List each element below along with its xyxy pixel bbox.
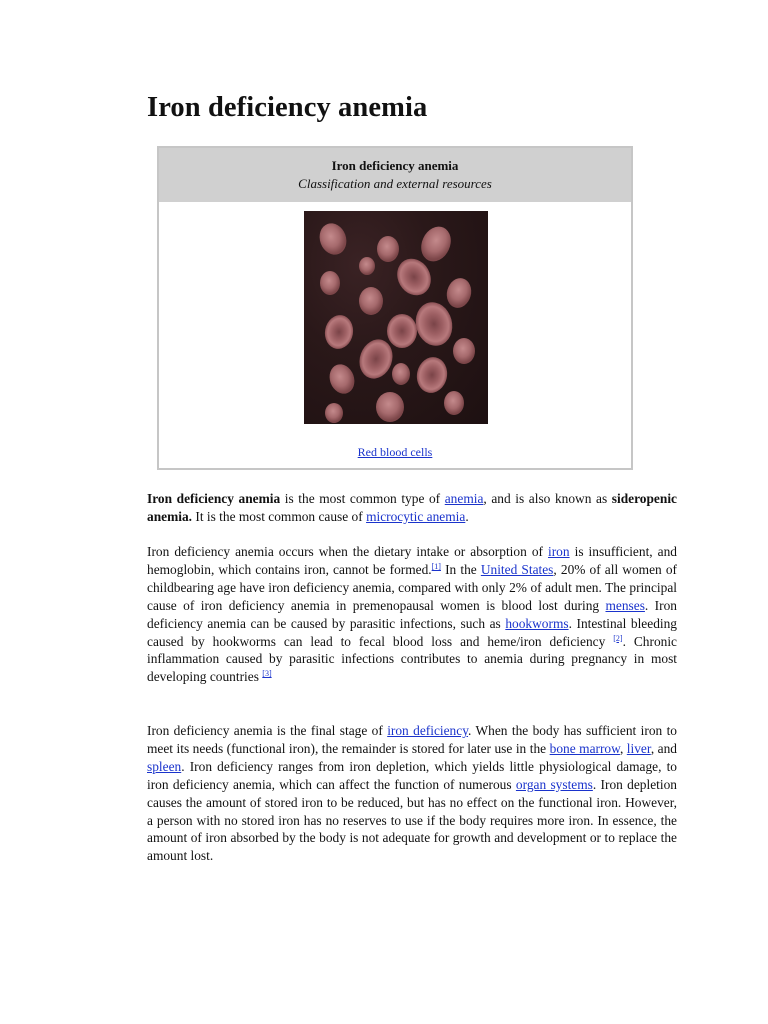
paragraph-stages bbox=[147, 722, 677, 865]
text-span: . Iron depletion causes the amount of stored iron to be reduced, but has no effect on the functional iron. However, a person with no stored iron has no reserves to use if the body requires more iron. In essence, the amount of iron absorbed by the body is not adequate for growth and development or to replace the amount lost. bbox=[147, 776, 677, 864]
reference-3[interactable]: [3] bbox=[262, 669, 272, 679]
paragraph-causes bbox=[147, 543, 677, 686]
paragraph-intro bbox=[147, 490, 677, 526]
text-span: is insufficient, and hemoglobin, which contains iron, cannot be formed. bbox=[147, 544, 677, 577]
red-blood-cells-image[interactable] bbox=[304, 211, 488, 424]
infobox-header bbox=[159, 148, 631, 202]
text-span: Iron deficiency anemia occurs when the dietary intake or absorption of bbox=[147, 544, 548, 559]
link-menses[interactable]: menses bbox=[605, 597, 645, 613]
text-span: In the bbox=[440, 561, 481, 577]
link-microcytic-anemia[interactable]: microcytic anemia bbox=[366, 508, 466, 524]
text-span: , and bbox=[650, 740, 677, 756]
text-span: . When the body has sufficient iron to meet its needs (functional iron), the remainder is stored for later use in the bbox=[147, 723, 677, 756]
text-span: . bbox=[465, 508, 469, 524]
reference-1[interactable]: [1] bbox=[431, 561, 441, 571]
infobox bbox=[157, 146, 633, 470]
link-liver[interactable]: liver bbox=[626, 740, 651, 756]
text-span: Iron deficiency anemia is the final stage of bbox=[147, 723, 388, 738]
blood-cells bbox=[315, 220, 475, 423]
link-spleen[interactable]: spleen bbox=[147, 758, 182, 774]
reference-2[interactable]: [2] bbox=[613, 633, 623, 643]
text-span: . Chronic inflammation caused by parasitic infections contributes to anemia during pregnancy in most developing countries bbox=[147, 633, 677, 685]
bold-term-sideropenic-anemia: sideropenic anemia. bbox=[147, 491, 677, 524]
link-anemia[interactable]: anemia bbox=[444, 491, 484, 506]
text-span: . Iron deficiency anemia can be caused by parasitic infections, such as bbox=[147, 597, 677, 631]
text-span: . Iron deficiency ranges from iron depletion, which yields little physiological damage, to iron deficiency anemia, which can affect the function of numerous bbox=[147, 758, 677, 792]
bold-term-iron-deficiency-anemia: Iron deficiency anemia bbox=[147, 491, 281, 506]
link-iron[interactable]: iron bbox=[548, 544, 570, 559]
page-title: Iron deficiency anemia bbox=[147, 92, 428, 123]
text-span: . Intestinal bleeding caused by hookworms can lead to fecal blood loss and heme/iron deficiency bbox=[147, 615, 677, 649]
text-span: It is the most common cause of bbox=[192, 508, 367, 524]
link-organ-systems[interactable]: organ systems bbox=[515, 776, 593, 792]
red-blood-cells-illustration bbox=[304, 211, 488, 424]
caption-link[interactable]: Red blood cells bbox=[357, 445, 433, 459]
text-span: , 20% of all women of childbearing age have iron deficiency anemia, compared with only 2% of adult men. The principal cause of iron deficiency anemia in premenopausal women is blood lost during bbox=[147, 561, 677, 613]
link-hookworms[interactable]: hookworms bbox=[505, 615, 569, 631]
text-span: , bbox=[619, 740, 627, 756]
image-caption bbox=[159, 445, 631, 460]
text-span: , and is also known as bbox=[483, 491, 612, 506]
link-bone-marrow[interactable]: bone marrow bbox=[549, 740, 620, 756]
link-united-states[interactable]: United States bbox=[480, 561, 554, 577]
infobox-title: Iron deficiency anemia bbox=[331, 158, 459, 173]
text-span: is the most common type of bbox=[280, 491, 445, 506]
infobox-subtitle: Classification and external resources bbox=[298, 175, 492, 191]
link-iron-deficiency[interactable]: iron deficiency bbox=[387, 723, 469, 738]
